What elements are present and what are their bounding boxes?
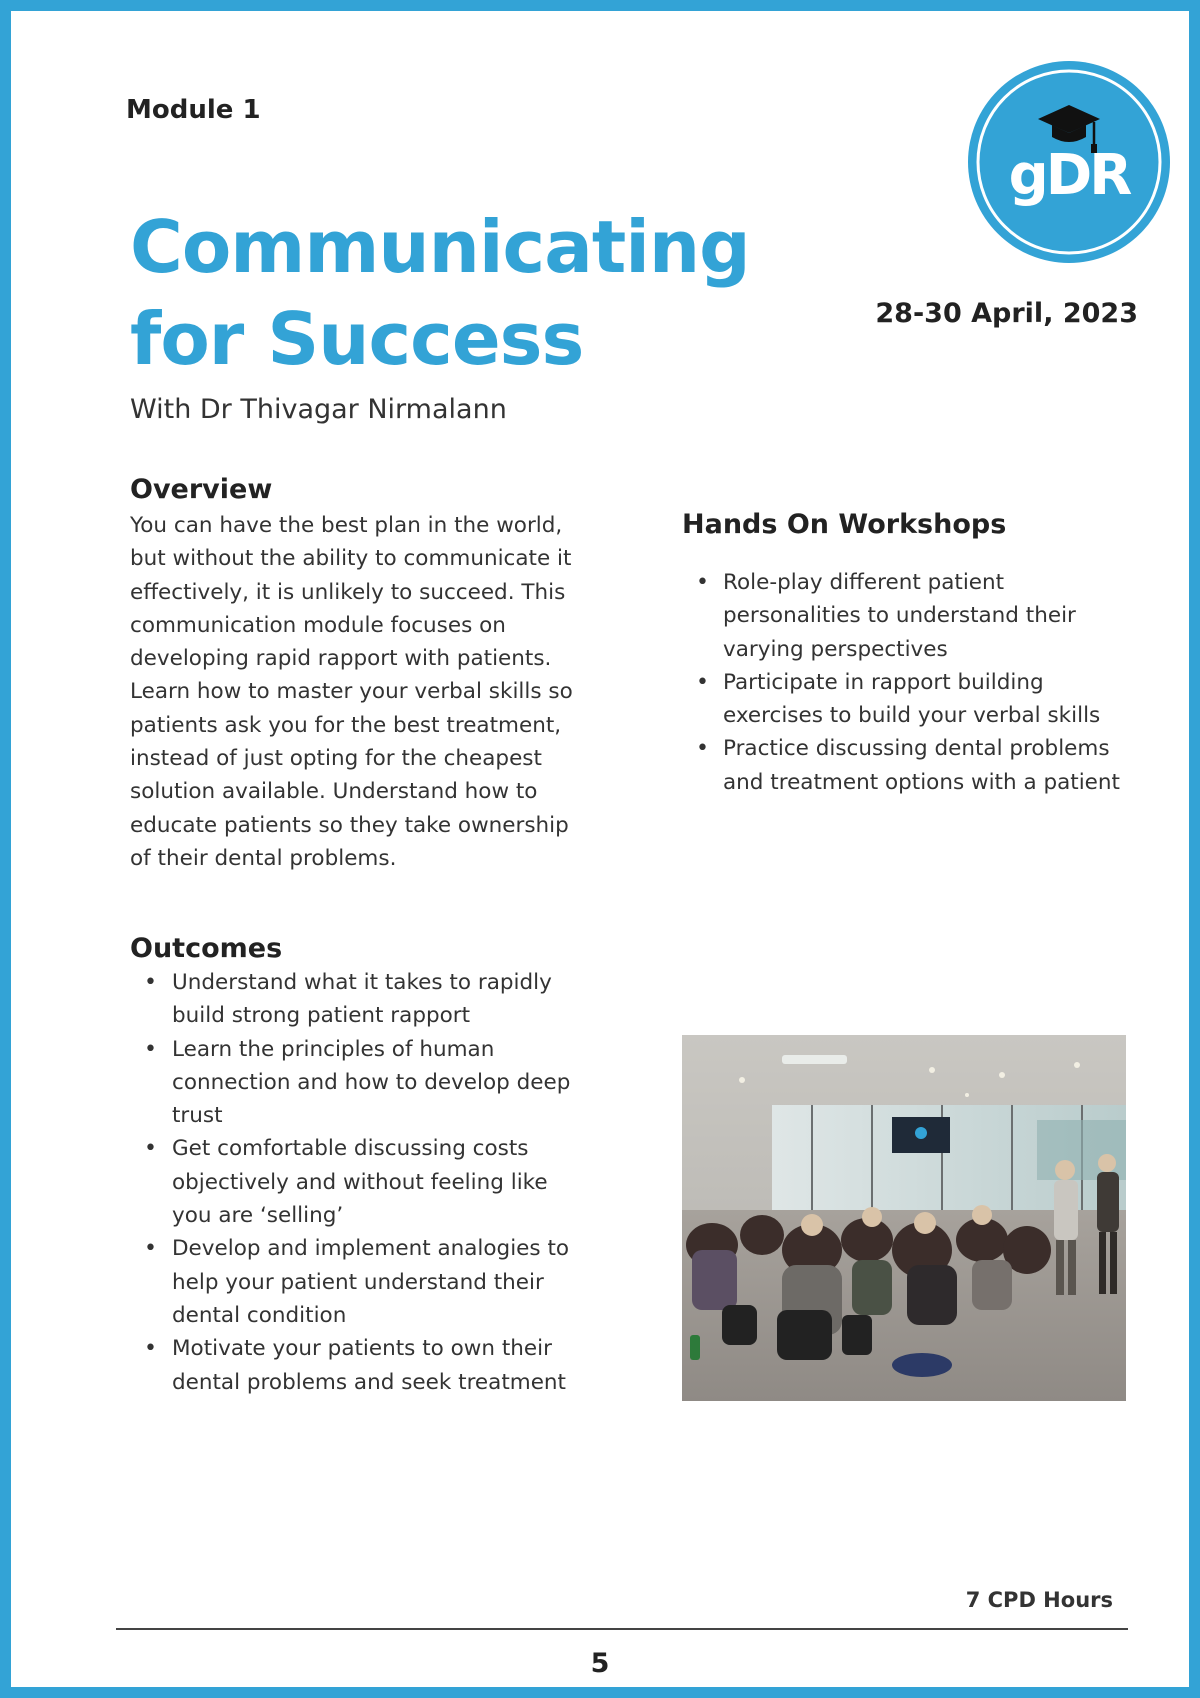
list-item: • Participate in rapport building exercises to build your verbal skills <box>682 666 1122 733</box>
page-title: Communicating for Success <box>130 205 750 381</box>
footer-divider <box>116 1628 1128 1630</box>
list-item: • Get comfortable discussing costs objectively and without feeling like you are ‘selling’ <box>130 1132 590 1232</box>
list-item: • Learn the principles of human connection and how to develop deep trust <box>130 1033 590 1133</box>
outcomes-heading: Outcomes <box>130 933 283 964</box>
overview-heading: Overview <box>130 474 273 505</box>
list-item: • Role-play different patient personalities to understand their varying perspectives <box>682 566 1122 666</box>
workshops-list <box>682 566 1122 799</box>
presenter-subtitle: With Dr Thivagar Nirmalann <box>130 394 507 425</box>
overview-section <box>130 474 590 875</box>
list-item: • Practice discussing dental problems and treatment options with a patient <box>682 732 1122 799</box>
list-item: • Develop and implement analogies to help your patient understand their dental condition <box>130 1232 590 1332</box>
overview-text: You can have the best plan in the world, but without the ability to communicate it effectively, it is unlikely to succeed. This communication module focuses on developing rapid rapport with patients. Learn how to master your verbal skills so patients ask you for the best treatment, instead of just opting for the cheapest solution available. Understand how to educate patients so they take ownership of their dental problems. <box>130 513 573 871</box>
gdr-logo <box>968 61 1170 263</box>
list-item: • Understand what it takes to rapidly build strong patient rapport <box>130 966 590 1033</box>
workshop-photo <box>682 1035 1126 1401</box>
event-date: 28-30 April, 2023 <box>875 298 1138 329</box>
logo-text: gDR <box>1008 143 1130 208</box>
outcomes-section <box>130 933 590 1399</box>
module-label: Module 1 <box>126 95 261 125</box>
page-number: 5 <box>590 1648 610 1679</box>
list-item: • Motivate your patients to own their dental problems and seek treatment <box>130 1332 590 1399</box>
outcomes-list <box>130 966 590 1399</box>
workshops-heading: Hands On Workshops <box>682 509 1007 540</box>
workshops-section <box>682 509 1122 799</box>
cpd-hours: 7 CPD Hours <box>965 1588 1113 1612</box>
